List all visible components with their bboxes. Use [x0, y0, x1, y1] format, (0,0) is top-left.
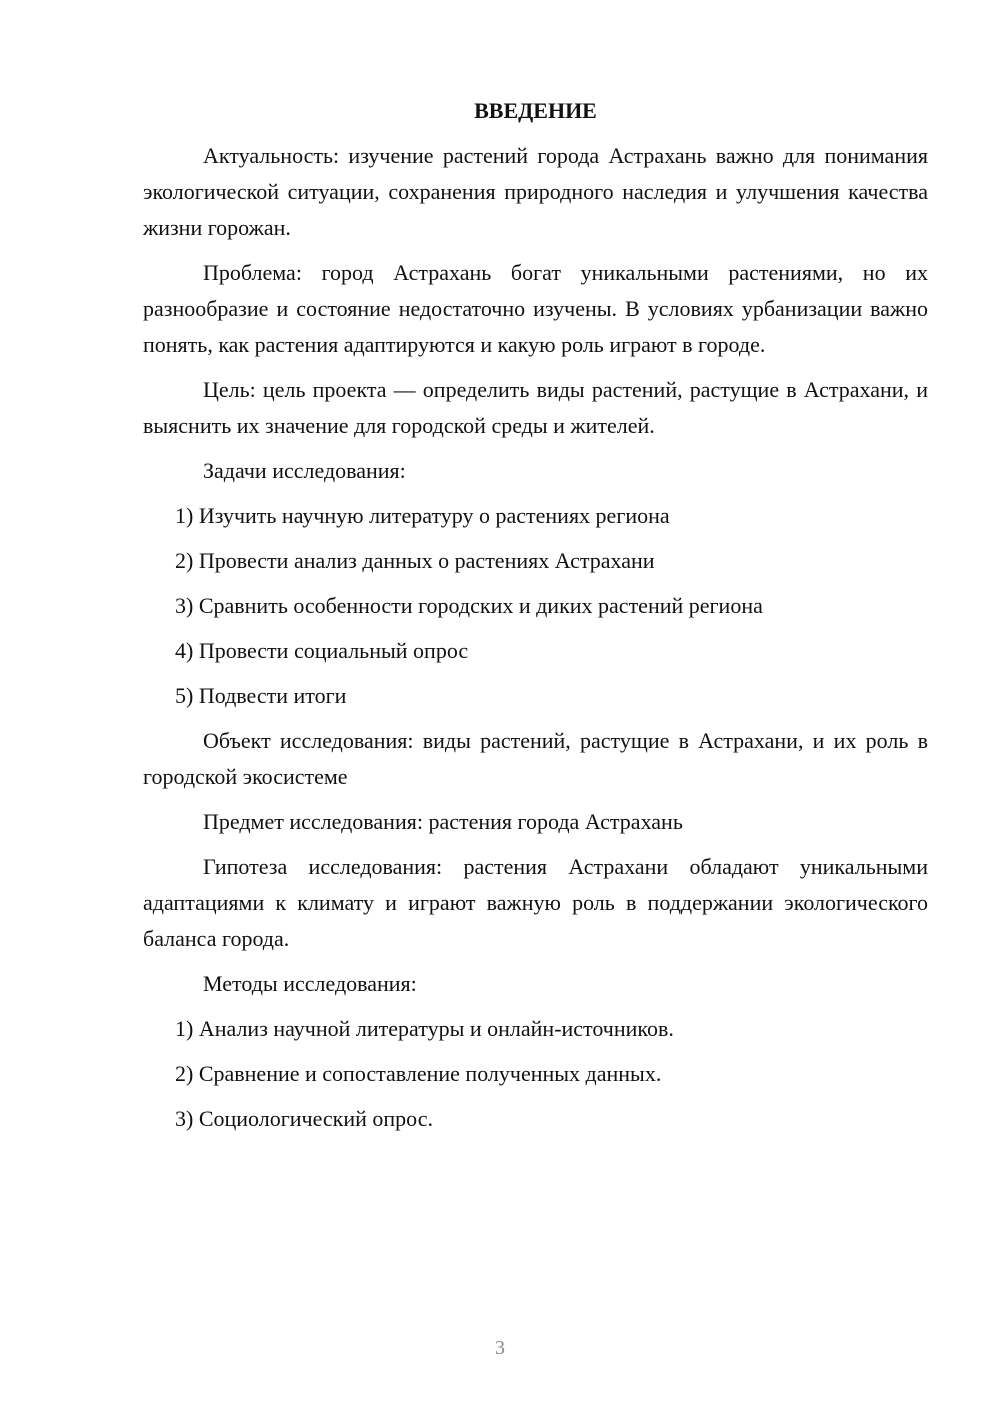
- methods-title: Методы исследования:: [203, 971, 417, 996]
- task-item: 3) Сравнить особенности городских и диких растений региона: [175, 593, 763, 618]
- page-heading: ВВЕДЕНИЕ: [474, 98, 597, 123]
- goal-paragraph: Цель: цель проекта — определить виды растений, растущие в Астрахани, и выяснить их значение для городской среды и жителей.: [143, 377, 928, 438]
- problem-paragraph: Проблема: город Астрахань богат уникальными растениями, но их разнообразие и состояние недостаточно изучены. В условиях урбанизации важно понять, как растения адаптируются и какую роль играют в городе.: [143, 260, 928, 357]
- task-item: 5) Подвести итоги: [175, 683, 347, 708]
- task-item: 4) Провести социальный опрос: [175, 638, 469, 663]
- tasks-title: Задачи исследования:: [203, 458, 406, 483]
- hypothesis-paragraph: Гипотеза исследования: растения Астрахани обладают уникальными адаптациями к климату и играют важную роль в поддержании экологического баланса города.: [143, 854, 928, 951]
- page-number: 3: [495, 1337, 505, 1359]
- page-content: [143, 93, 928, 1146]
- method-item: 3) Социологический опрос.: [175, 1106, 433, 1131]
- subject-paragraph: Предмет исследования: растения города Астрахань: [203, 809, 683, 834]
- task-item: 1) Изучить научную литературу о растениях региона: [175, 503, 670, 528]
- task-item: 2) Провести анализ данных о растениях Астрахани: [175, 548, 655, 573]
- method-item: 2) Сравнение и сопоставление полученных данных.: [175, 1061, 662, 1086]
- relevance-paragraph: Актуальность: изучение растений города Астрахань важно для понимания экологической ситуации, сохранения природного наследия и улучшения качества жизни горожан.: [143, 143, 928, 240]
- method-item: 1) Анализ научной литературы и онлайн-источников.: [175, 1016, 674, 1041]
- object-paragraph: Объект исследования: виды растений, растущие в Астрахани, и их роль в городской экосистеме: [143, 728, 928, 789]
